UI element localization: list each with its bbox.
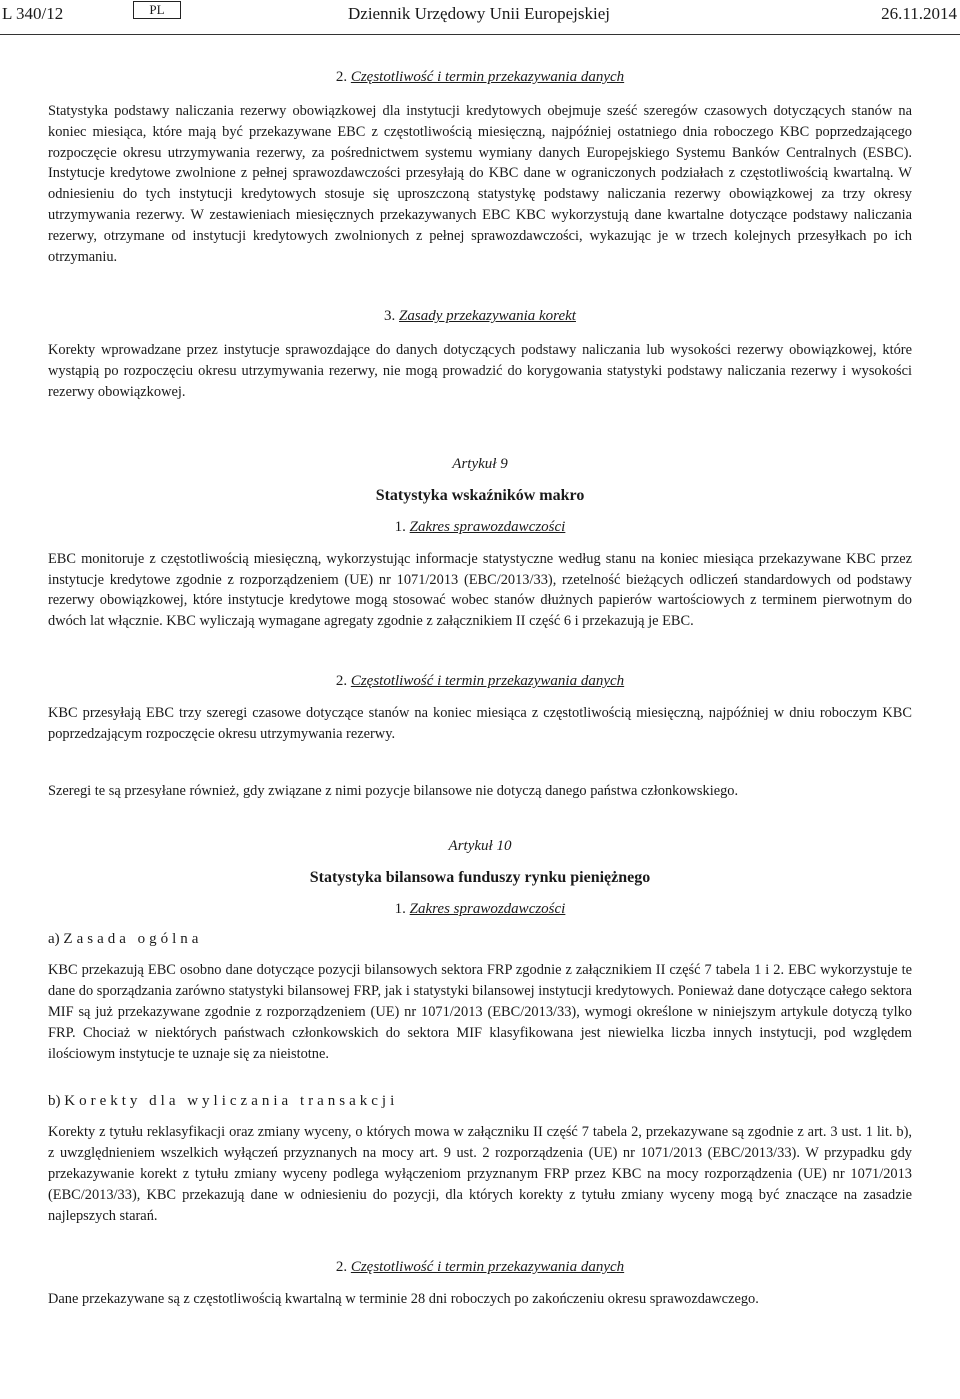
- subsection-title: Korekty dla wyliczania transakcji: [64, 1093, 399, 1110]
- subsection-number: a): [48, 931, 60, 948]
- section-title: Zasady przekazywania korekt: [399, 308, 576, 325]
- paragraph: KBC przekazują EBC osobno dane dotyczące pozycji bilansowych sektora FRP zgodnie z załącznikiem II część 7 tabela 1 i 2. EBC wykorzystuje te dane do sporządzania zarówno statystyki bilansowej FRP, jak i statystyki bilansowej instytucji kredytowych. Ponieważ dane dotyczące całego sektora MIF są już przekazywane zgodnie z rozporządzeniem (UE) nr 1071/2013 (EBC/2013/33), wymogi określone w niniejszym artykule dotyczą tylko FRP. Chociaż w niektórych państwach członkowskich do sektora MIF klasyfikowana jest niewielka liczba innych instytucji, pod względem ilościowym instytucje te uznaje się za nieistotne.: [48, 962, 912, 1062]
- article-9-label: Artykuł 9: [452, 455, 508, 472]
- journal-title: Dziennik Urzędowy Unii Europejskiej: [348, 4, 611, 23]
- paragraph: Szeregi te są przesyłane również, gdy związane z nimi pozycje bilansowe nie dotyczą danego państwa członkowskiego.: [48, 782, 739, 799]
- article-10-label: Artykuł 10: [448, 838, 512, 855]
- subsection-title: Zasada ogólna: [63, 931, 203, 948]
- section-heading-scope: [48, 898, 912, 920]
- section-heading-frequency: [48, 1256, 912, 1278]
- subsection-number: b): [48, 1093, 61, 1110]
- document-body: [48, 66, 912, 1310]
- header-divider: [0, 34, 960, 35]
- article-9-title: Statystyka wskaźników makro: [375, 486, 585, 504]
- section-number: 2.: [335, 69, 348, 85]
- section-title: Zakres sprawozdawczości: [409, 901, 566, 918]
- subsection-heading-general: [48, 928, 912, 950]
- section-heading-frequency: [48, 66, 912, 88]
- section-number: 2.: [335, 1259, 348, 1276]
- subsection-heading-adjustments: [48, 1090, 912, 1112]
- paragraph: Dane przekazywane są z częstotliwością kwartalną w terminie 28 dni roboczych po zakończeniu okresu sprawozdawczego.: [48, 1291, 759, 1308]
- paragraph: EBC monitoruje z częstotliwością miesięczną, wykorzystując informacje statystyczne według stanu na koniec miesiąca przekazywane KBC przez instytucje kredytowe zgodnie z rozporządzeniem (UE) nr 1071/2013 (EBC/2013/33), rzetelność bieżących odliczeń standardowych od podstawy rezerwy obowiązkowej, które instytucje kredytowe mogą stosować wobec stanów dłużnych papierów wartościowych z terminem pierwotnym do dwóch lat włącznie. KBC wyliczają wymagane agregaty zgodnie z załącznikiem II część 6 i przekazują je EBC.: [48, 550, 912, 630]
- section-heading-scope: [48, 516, 912, 538]
- section-title: Częstotliwość i termin przekazywania danych: [350, 672, 625, 689]
- section-number: 2.: [335, 672, 348, 689]
- section-title: Zakres sprawozdawczości: [409, 518, 566, 535]
- section-number: 1.: [394, 901, 406, 918]
- paragraph: Statystyka podstawy naliczania rezerwy obowiązkowej dla instytucji kredytowych obejmuje sześć szeregów czasowych dotyczących stanów na koniec miesiąca, które mają być przekazywane EBC z częstotliwością miesięczną, najpóźniej ostatniego dnia roboczego KBC poprzedzającego rozpoczęcie okresu utrzymywania rezerwy, za pośrednictwem systemu wymiany danych Europejskiego Systemu Banków Centralnych (ESBC). Instytucje kredytowe zwolnione z pełnej sprawozdawczości przesyłają do KBC dane w ograniczonych podziałach z częstotliwością kwartalną. W odniesieniu do tych instytucji kredytowych stosuje się uproszczoną statystykę podstawy naliczania rezerwy obowiązkowej za trzy okresy utrzymywania rezerwy. W zestawieniach miesięcznych przekazywanych EBC KBC wykorzystują dane kwartalne dotyczące podstawy naliczania rezerwy, otrzymane od instytucji kredytowych zwolnionych z pełnej sprawozdawczości, wykazując je w trzech kolejnych przesyłkach po ich otrzymaniu.: [48, 103, 912, 265]
- publication-date: 26.11.2014: [881, 4, 957, 23]
- section-number: 3.: [384, 308, 396, 325]
- section-heading-corrections: [48, 305, 912, 327]
- paragraph: Korekty z tytułu reklasyfikacji oraz zmiany wyceny, o których mowa w załączniku II część 7 tabela 2, przekazywane są zgodnie z art. 3 ust. 1 lit. b), z uwzględnieniem wszelkich wyłączeń przyznanych na mocy art. 9 ust. 2 rozporządzenia (UE) nr 1071/2013 (EBC/2013/33). W przypadku gdy przekazywanie korekt z tytułu zmiany wyceny podlega wyłączeniom przyznanym FRP przez KBC na mocy rozporządzenia (UE) nr 1071/2013 (EBC/2013/33), KBC przekazują dane w odniesieniu do pozycji, dla których korekty z tytułu zmiany wyceny mogą być znaczące na zasadzie najlepszych starań.: [48, 1124, 912, 1224]
- page-header: [0, 0, 960, 34]
- section-heading-frequency: [48, 670, 912, 692]
- page-reference: L 340/12: [2, 4, 64, 23]
- language-badge: PL: [133, 1, 181, 19]
- section-number: 1.: [394, 518, 406, 535]
- paragraph: KBC przesyłają EBC trzy szeregi czasowe dotyczące stanów na koniec miesiąca z częstotliwością miesięczną, najpóźniej w dniu roboczym KBC poprzedzającym rozpoczęcie okresu utrzymywania rezerwy.: [48, 704, 912, 742]
- section-title: Częstotliwość i termin przekazywania danych: [350, 1259, 625, 1276]
- article-10-title: Statystyka bilansowa funduszy rynku pieniężnego: [309, 869, 651, 887]
- paragraph: Korekty wprowadzane przez instytucje sprawozdające do danych dotyczących podstawy naliczania lub wysokości rezerwy obowiązkowej, które wystąpią po rozpoczęciu okresu utrzymywania rezerwy, nie mogą prowadzić do korygowania statystyki podstawy naliczania rezerwy i wysokości rezerwy obowiązkowej.: [48, 342, 912, 400]
- section-title: Częstotliwość i termin przekazywania danych: [350, 69, 625, 85]
